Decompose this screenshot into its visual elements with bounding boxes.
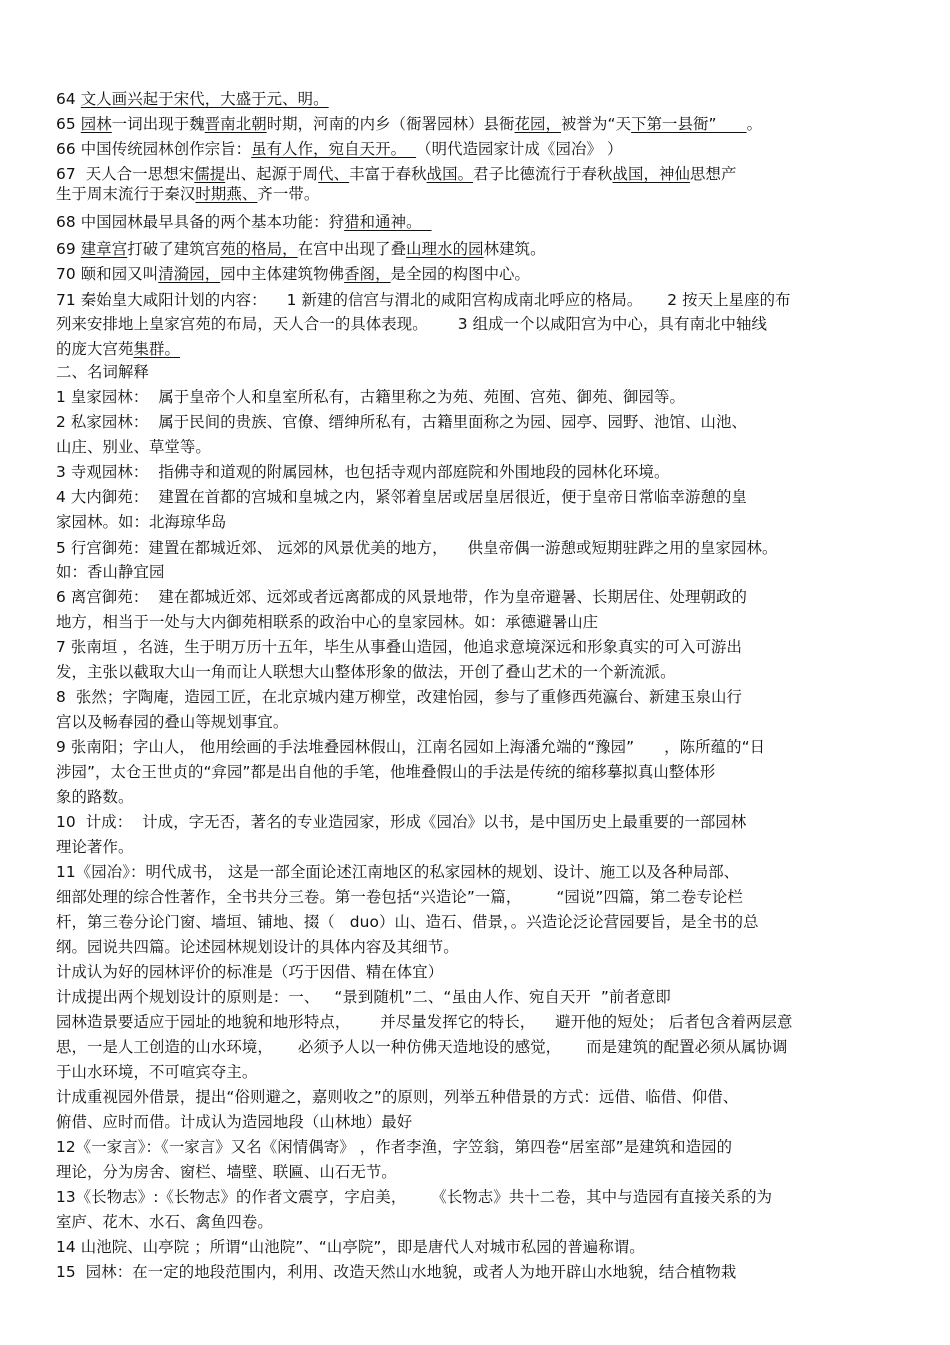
- text-segment: 细部处理的综合性著作，全书共分三卷。第一卷包括“兴造论”一篇， “园说”四篇，第二卷专论栏: [56, 888, 743, 906]
- underlined-text: 清漪园，: [158, 265, 221, 283]
- text-line: [56, 612, 598, 632]
- text-segment: 打破了建筑宫: [127, 240, 221, 258]
- text-line: [56, 587, 747, 607]
- underlined-text: 山理水的园: [406, 240, 484, 258]
- text-segment: 园林造景要适应于园址的地貌和地形特点， 并尽量发挥它的特长， 避开他的短处； 后者包含着两层意: [56, 1013, 793, 1031]
- text-line: [56, 712, 288, 732]
- text-segment: 地方，相当于一处与大内御苑相联系的政治中心的皇家园林。如：承德避暑山庄: [56, 613, 599, 631]
- underlined-text: 猎和通神。: [344, 213, 432, 231]
- text-segment: 69: [56, 240, 81, 258]
- text-segment: 10 计成： 计成，字无否，著名的专业造园家，形成《园冶》以书，是中国历史上最重要的一部园林: [56, 813, 747, 831]
- underlined-text: 集群。: [133, 340, 180, 358]
- text-segment: 14 山池院、山亭院 ；所谓“山池院”、“山亭院”，即是唐代人对城市私园的普遍称谓。: [56, 1238, 645, 1256]
- text-line: [56, 239, 546, 259]
- text-segment: 68 中国园林最早具备的两个基本功能：狩: [56, 213, 345, 231]
- text-segment: 二、名词解释: [56, 363, 149, 381]
- text-line: [56, 114, 762, 134]
- text-line: [56, 437, 211, 457]
- underlined-text: 战国，神仙: [612, 165, 690, 183]
- text-segment: 俯借、应时而借。计成认为造园地段（山林地）最好: [56, 1113, 413, 1131]
- underlined-text: 下第一县衙”: [631, 115, 747, 133]
- text-line: [56, 184, 319, 204]
- underlined-text: 时期燕、: [195, 185, 258, 203]
- text-segment: 一词出现于魏: [111, 115, 205, 133]
- text-line: [56, 1012, 793, 1032]
- text-line: [56, 462, 670, 482]
- underlined-text: 虽有人作，宛自天开。: [251, 140, 417, 158]
- text-segment: 1 皇家园林： 属于皇帝个人和皇室所私有，古籍里称之为苑、苑囿、宫苑、御苑、御园等。: [56, 388, 686, 406]
- text-line: [56, 787, 133, 807]
- text-segment: 12《一家言》：《一家言》又名《闲情偶寄》 ，作者李渔，字笠翁，第四卷“居室部”是建筑和造园的: [56, 1138, 733, 1156]
- text-segment: 8 张然；字陶庵，造园工匠，在北京城内建万柳堂，改建怡园，参与了重修西苑瀛台、新建玉泉山行: [56, 688, 742, 706]
- text-segment: 杆，第三卷分论门窗、墙垣、铺地、掇（ duo）山、造石、借景，。兴造论泛论营园要旨，是全书的总: [56, 913, 759, 931]
- text-line: [56, 1137, 732, 1157]
- text-line: [56, 687, 742, 707]
- text-line: [56, 1162, 397, 1182]
- text-line: [56, 737, 765, 757]
- text-line: [56, 987, 671, 1007]
- text-segment: 列来安排地上皇家宫苑的布局，天人合一的具体表现。 3 组成一个以咸阳宫为中心，具有南北中轴线: [56, 315, 767, 333]
- text-line: [56, 362, 149, 382]
- text-line: [56, 637, 742, 657]
- text-segment: 9 张南阳；字山人， 他用绘画的手法堆叠园林假山，江南名园如上海潘允端的“豫园” ，陈所蕴的“日: [56, 738, 766, 756]
- text-segment: 时期，河南的内乡（衙署园林）县衙: [266, 115, 515, 133]
- text-segment: 家园林。如：北海琼华岛: [56, 513, 227, 531]
- text-segment: 思，一是人工创造的山水环境， 必须予人以一种仿佛天造地设的感觉， 而是建筑的配置必须从属协调: [56, 1038, 788, 1056]
- text-segment: 67 天人合一思想宋: [56, 165, 195, 183]
- text-line: [56, 387, 685, 407]
- text-segment: 出、起源于周: [225, 165, 319, 183]
- text-segment: 生于周末流行于秦汉: [56, 185, 196, 203]
- text-segment: 11《园冶》：明代成书， 这是一部全面论述江南地区的私家园林的规划、设计、施工以及各种局部、: [56, 863, 740, 881]
- text-line: [56, 1212, 273, 1232]
- text-segment: 被誉为“天: [561, 115, 632, 133]
- text-segment: 64: [56, 90, 81, 108]
- underlined-text: 儒提: [194, 165, 226, 183]
- text-segment: 园中主体建筑物佛: [220, 265, 345, 283]
- text-line: [56, 1262, 736, 1282]
- text-line: [56, 512, 226, 532]
- text-segment: 3 寺观园林： 指佛寺和道观的附属园林，也包括寺观内部庭院和外围地段的园林化环境。: [56, 463, 670, 481]
- text-line: [56, 937, 459, 957]
- text-line: [56, 1237, 645, 1257]
- text-segment: 5 行宫御苑：建置在都城近郊、 远郊的风景优美的地方， 供皇帝偶一游憩或短期驻跸之用的皇家园林。: [56, 539, 778, 557]
- text-segment: （明代造园家计成《园冶》 ）: [416, 140, 623, 158]
- text-segment: 2 私家园林： 属于民间的贵族、官僚、缙绅所私有，古籍里面称之为园、园亭、园野、池馆、山池、: [56, 413, 747, 431]
- text-segment: 66 中国传统园林创作宗旨：: [56, 140, 252, 158]
- text-line: [56, 962, 443, 982]
- text-segment: 的庞大宫苑: [56, 340, 134, 358]
- text-segment: 是全园的构图中心。: [390, 265, 531, 283]
- text-line: [56, 339, 180, 359]
- text-segment: 如：香山静宜园: [56, 563, 165, 581]
- text-segment: 室庐、花木、水石、禽鱼四卷。: [56, 1213, 273, 1231]
- text-segment: 15 园林：在一定的地段范围内，利用、改造天然山水地貌，或者人为地开辟山水地貌，结合植物栽: [56, 1263, 737, 1281]
- text-line: [56, 887, 743, 907]
- text-segment: 。: [746, 115, 763, 133]
- text-line: [56, 812, 746, 832]
- text-line: [56, 139, 622, 159]
- text-segment: 发，主张以截取大山一角而让人联想大山整体形象的做法，开创了叠山艺术的一个新流派。: [56, 663, 676, 681]
- text-line: [56, 1112, 412, 1132]
- text-segment: 71 秦始皇大咸阳计划的内容： 1 新建的信宫与渭北的咸阳宫构成南北呼应的格局。 2 按天上星座的布: [56, 291, 791, 309]
- text-line: [56, 912, 759, 932]
- text-line: [56, 837, 133, 857]
- text-line: [56, 314, 767, 334]
- text-segment: 理论著作。: [56, 838, 134, 856]
- text-segment: 13《长物志》:《长物志》的作者文震亨，字启美， 《长物志》共十二卷，其中与造园有直接关系的为: [56, 1188, 773, 1206]
- text-segment: 涉园”，太仓王世贞的“弇园”都是出自他的手笔，他堆叠假山的手法是传统的缩移摹拟真山整体形: [56, 763, 716, 781]
- text-line: [56, 264, 530, 284]
- text-line: [56, 212, 432, 232]
- text-line: [56, 290, 791, 310]
- underlined-text: 园林: [80, 115, 112, 133]
- text-segment: 在宫中出现了叠: [297, 240, 407, 258]
- text-line: [56, 662, 676, 682]
- text-segment: 理论，分为房舍、窗栏、墙壁、联匾、山石无节。: [56, 1163, 397, 1181]
- text-segment: 计成重视园外借景，提出“俗则避之，嘉则收之”的原则，列举五种借景的方式：远借、临借、仰借、: [56, 1088, 739, 1106]
- underlined-text: 花园，: [514, 115, 562, 133]
- text-line: [56, 1037, 788, 1057]
- text-segment: 象的路数。: [56, 788, 134, 806]
- text-segment: 山庄、别业、草堂等。: [56, 438, 211, 456]
- text-line: [56, 89, 329, 109]
- underlined-text: 战国。: [426, 165, 474, 183]
- text-line: [56, 538, 777, 558]
- underlined-text: 文人画兴起于宋代，大盛于元、明。: [80, 90, 329, 108]
- text-segment: 林建筑。: [483, 240, 546, 258]
- underlined-text: 苑的格局，: [220, 240, 298, 258]
- text-line: [56, 1062, 257, 1082]
- text-segment: 6 离宫御苑： 建在都城近郊、远郊或者远离都成的风景地带，作为皇帝避暑、长期居住、处理朝政的: [56, 588, 747, 606]
- text-segment: 4 大内御苑： 建置在首都的宫城和皇城之内，紧邻着皇居或居皇居很近，便于皇帝日常临幸游憩的皇: [56, 488, 747, 506]
- text-line: [56, 1187, 772, 1207]
- text-segment: 纲。园说共四篇。论述园林规划设计的具体内容及其细节。: [56, 938, 459, 956]
- text-segment: 70 颐和园又叫: [56, 265, 159, 283]
- underlined-text: 香阁，: [344, 265, 391, 283]
- text-segment: 于山水环境，不可喧宾夺主。: [56, 1063, 258, 1081]
- text-line: [56, 762, 715, 782]
- text-segment: 齐一带。: [257, 185, 320, 203]
- text-line: [56, 164, 736, 184]
- text-segment: 计成提出两个规划设计的原则是：一、 “景到随机”二、“虽由人作、宛自天开 ”前者意即: [56, 988, 671, 1006]
- text-segment: 65: [56, 115, 81, 133]
- underlined-text: 晋南北朝: [204, 115, 267, 133]
- underlined-text: 代、: [318, 165, 350, 183]
- text-segment: 计成认为好的园林评价的标准是（巧于因借、精在体宜）: [56, 963, 444, 981]
- text-segment: 君子比德流行于春秋: [473, 165, 613, 183]
- text-line: [56, 562, 164, 582]
- text-segment: 丰富于春秋: [349, 165, 427, 183]
- text-line: [56, 862, 739, 882]
- text-segment: 7 张南垣 ，名涟，生于明万历十五年，毕生从事叠山造园，他追求意境深远和形象真实的可入可游出: [56, 638, 742, 656]
- text-line: [56, 487, 747, 507]
- underlined-text: 建章宫: [80, 240, 128, 258]
- text-line: [56, 1087, 738, 1107]
- text-segment: 宫以及畅春园的叠山等规划事宜。: [56, 713, 289, 731]
- text-line: [56, 412, 747, 432]
- text-segment: 思想产: [689, 165, 737, 183]
